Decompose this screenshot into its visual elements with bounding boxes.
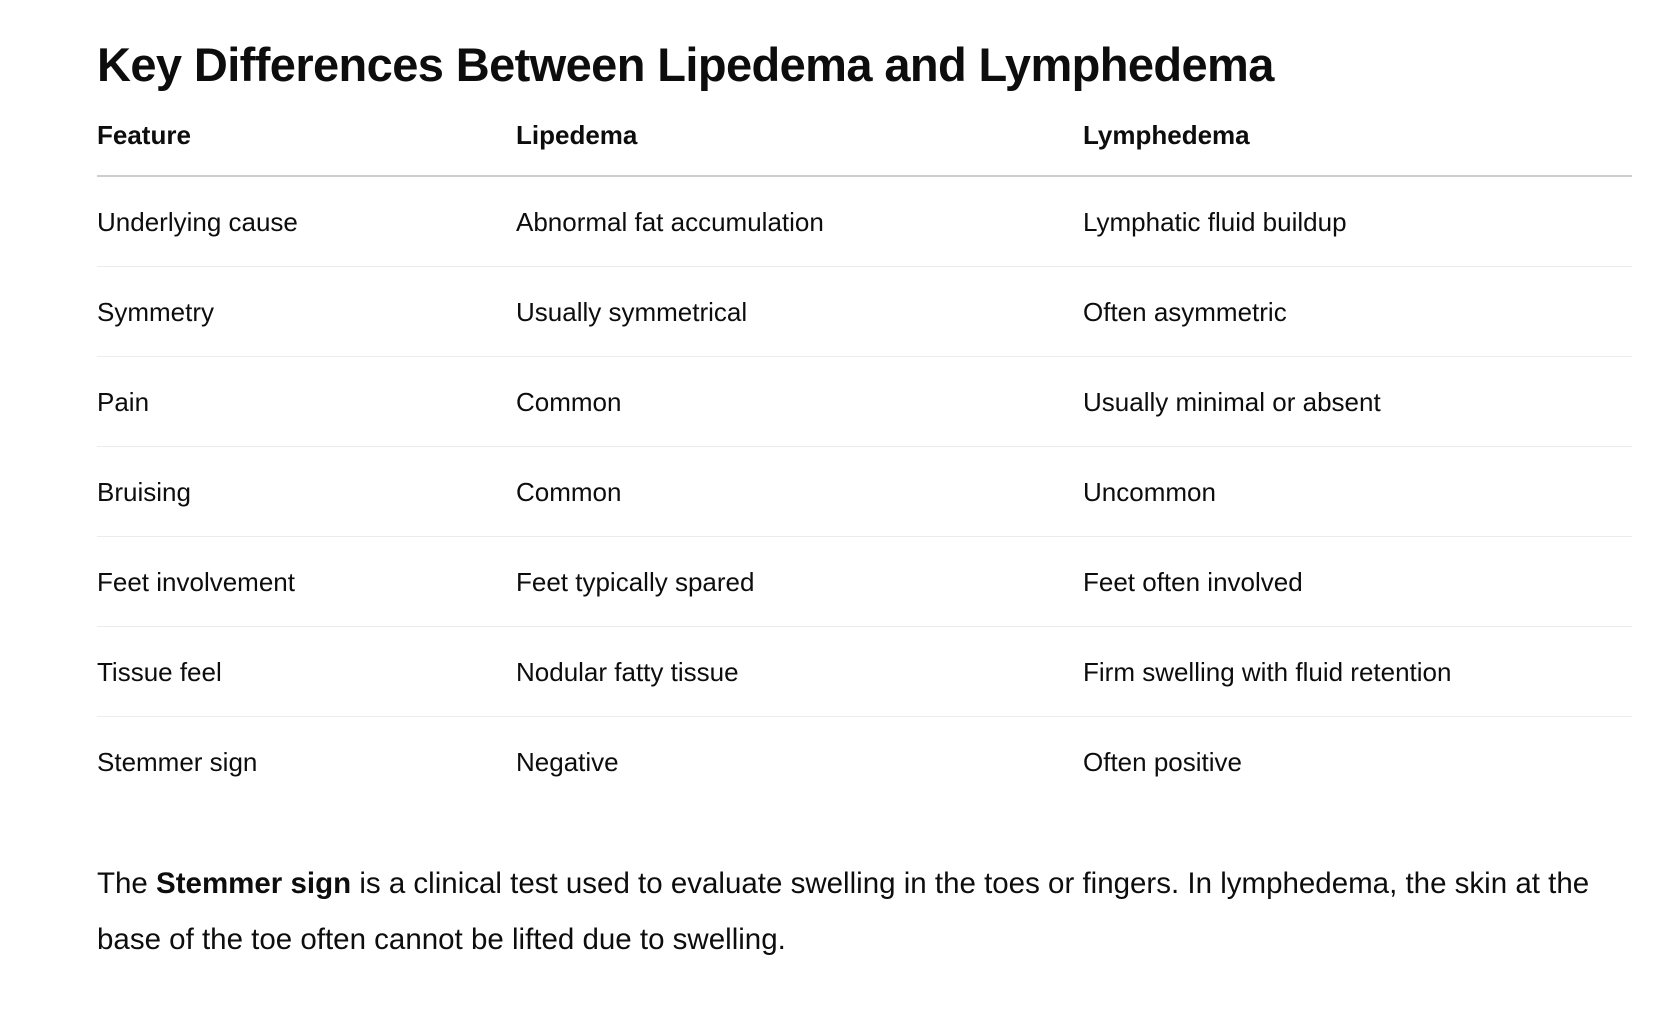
paragraph-body: is a clinical test used to evaluate swelling in the toes or fingers. In lymphedema, the skin at the base of the toe often cannot be lifted due to swelling. [97, 867, 1590, 956]
lipedema-cell: Negative [516, 746, 619, 777]
lymphedema-cell: Firm swelling with fluid retention [1083, 627, 1632, 717]
lipedema-cell: Usually symmetrical [516, 267, 1083, 357]
feature-cell: Symmetry [97, 267, 516, 357]
stemmer-sign-term: Stemmer sign [156, 867, 352, 900]
column-header-lymphedema: Lymphedema [1083, 118, 1632, 176]
feature-cell: Bruising [97, 447, 516, 537]
feature-cell: Pain [97, 357, 516, 447]
page-title: Key Differences Between Lipedema and Lymphedema [97, 38, 1274, 91]
column-header-feature: Feature [97, 118, 516, 176]
table-row [97, 717, 1632, 807]
feature-cell: Underlying cause [97, 176, 516, 267]
table-row [97, 537, 1632, 627]
lymphedema-cell: Uncommon [1083, 447, 1632, 537]
lipedema-cell: Common [516, 357, 1083, 447]
lymphedema-cell: Often asymmetric [1083, 267, 1632, 357]
paragraph-prefix: The [97, 867, 157, 900]
lymphedema-cell: Often positive [1083, 746, 1242, 777]
comparison-table [97, 118, 1632, 806]
lymphedema-cell: Usually minimal or absent [1083, 357, 1632, 447]
table-row [97, 627, 1632, 717]
lipedema-cell: Common [516, 447, 1083, 537]
table-row [97, 447, 1632, 537]
column-header-lipedema: Lipedema [516, 118, 1083, 176]
lipedema-cell: Feet typically spared [516, 537, 1083, 627]
feature-cell: Stemmer sign [97, 746, 258, 777]
lipedema-cell: Abnormal fat accumulation [516, 176, 1083, 267]
lymphedema-cell: Lymphatic fluid buildup [1083, 176, 1632, 267]
table-row [97, 267, 1632, 357]
table-row [97, 176, 1632, 267]
stemmer-sign-explanation [97, 856, 1632, 968]
lipedema-cell: Nodular fatty tissue [516, 627, 1083, 717]
table-row [97, 357, 1632, 447]
lymphedema-cell: Feet often involved [1083, 537, 1632, 627]
feature-cell: Tissue feel [97, 627, 516, 717]
feature-cell: Feet involvement [97, 537, 516, 627]
table-header-row [97, 118, 1632, 176]
